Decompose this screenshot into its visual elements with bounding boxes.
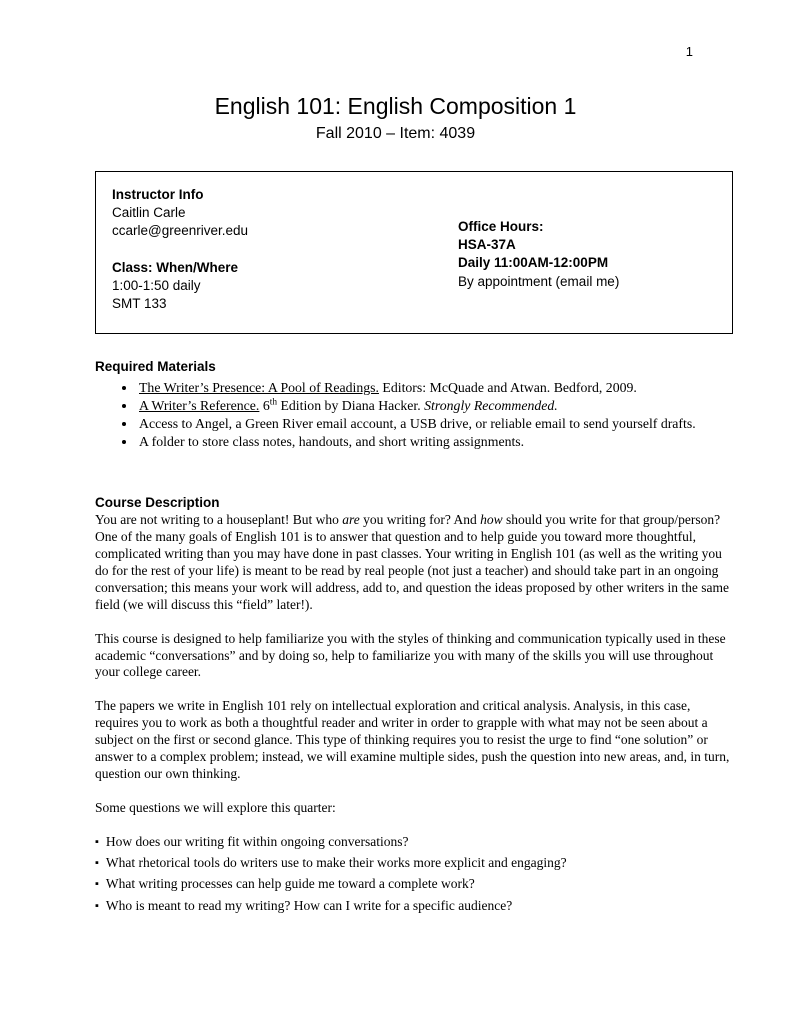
ordinal-suffix: th: [269, 397, 278, 408]
list-item: [137, 415, 735, 432]
blank-line: [112, 241, 458, 259]
list-item: [137, 397, 735, 414]
paragraph-text: you writing for? And: [359, 512, 481, 528]
office-room: HSA-37A: [458, 237, 516, 253]
office-appointment: By appointment (email me): [458, 273, 620, 289]
list-item: [95, 834, 735, 851]
instructor-info-heading: Instructor Info: [112, 187, 204, 202]
page-number: 1: [685, 44, 693, 59]
book-title: A Writer’s Reference.: [139, 398, 260, 414]
course-description-section: [95, 494, 735, 914]
paragraph: The papers we write in English 101 rely on intellectual exploration and critical analysis. Analysis, in this case, requires you to work as both a thoughtful reader and writer in order to grapple with what may not be seen about a subject on the first or second glance. This type of thinking requires you to resist the urge to find “one solution” or answer to a complex problem; instead, we will examine multiple sides, push the question into new areas, and, in turn, question our own thinking.: [95, 698, 730, 781]
class-room: SMT 133: [112, 296, 167, 312]
instructor-email: ccarle@greenriver.edu: [112, 223, 249, 239]
info-box-left-column: [112, 186, 458, 315]
question-text: Who is meant to read my writing? How can I write for a specific audience?: [105, 897, 513, 913]
square-bullet-icon: ▪: [95, 856, 99, 869]
paragraph: [95, 512, 735, 613]
course-subtitle: Fall 2010 – Item: 4039: [315, 125, 476, 142]
required-materials-section: [95, 358, 735, 450]
list-item: [95, 855, 735, 872]
class-when-where-heading: Class: When/Where: [112, 259, 239, 275]
list-item: [95, 898, 735, 915]
class-time: 1:00-1:50 daily: [112, 277, 201, 293]
list-item: [137, 379, 735, 396]
square-bullet-icon: ▪: [95, 835, 99, 848]
square-bullet-icon: ▪: [95, 899, 99, 912]
question-text: What writing processes can help guide me toward a complete work?: [105, 876, 475, 892]
paragraph: This course is designed to help familiarize you with the styles of thinking and communication typically used in these academic “conversations” and by doing so, help to familiarize you with many of the skills you will use throughout your college career.: [95, 630, 726, 680]
book-title: The Writer’s Presence: A Pool of Readings.: [139, 380, 379, 395]
book-details: 6: [259, 398, 270, 414]
instructor-name: Caitlin Carle: [112, 205, 186, 221]
material-text: Access to Angel, a Green River email account, a USB drive, or reliable email to send yourself drafts.: [139, 416, 696, 432]
book-note: Strongly Recommended.: [424, 398, 558, 414]
required-materials-heading: Required Materials: [95, 359, 216, 374]
book-details: Editors: McQuade and Atwan. Bedford, 2009.: [378, 380, 637, 395]
square-bullet-icon: ▪: [95, 878, 99, 891]
list-item: [137, 433, 735, 450]
document-header: [0, 92, 791, 145]
paragraph-text: You are not writing to a houseplant! But who: [95, 512, 343, 528]
info-box-right-column: [458, 186, 619, 315]
course-description-heading: Course Description: [95, 495, 220, 511]
book-details: Edition by Diana Hacker.: [277, 398, 425, 414]
document-body: [95, 358, 735, 915]
questions-intro: Some questions we will explore this quarter:: [95, 799, 336, 815]
paragraph-text-italic: how: [480, 512, 503, 528]
paragraph-text-italic: are: [342, 512, 360, 528]
questions-list: [95, 834, 735, 915]
office-hours: Daily 11:00AM-12:00PM: [458, 255, 609, 271]
course-title: English 101: English Composition 1: [214, 93, 577, 119]
material-text: A folder to store class notes, handouts, and short writing assignments.: [139, 434, 525, 450]
instructor-info-box: [95, 171, 733, 334]
question-text: What rhetorical tools do writers use to make their works more explicit and engaging?: [105, 854, 567, 870]
list-item: [95, 876, 735, 893]
materials-list: [95, 379, 735, 450]
question-text: How does our writing fit within ongoing conversations?: [105, 833, 409, 849]
paragraph-text: should you write for that group/person? One of the many goals of English 101 is to answer that question and to help guide you toward more thoughtful, complicated writing than you may have done in past classes. Your writing in English 101 (as well as the writing you do for the rest of your life) is meant to be read by real people (not just a teacher) and should take part in an ongoing conversation; this means your work will address, add to, and question the ideas proposed by other writers in the same field (we will discuss this “field” later!).: [95, 512, 729, 612]
office-hours-heading: Office Hours:: [458, 219, 544, 234]
